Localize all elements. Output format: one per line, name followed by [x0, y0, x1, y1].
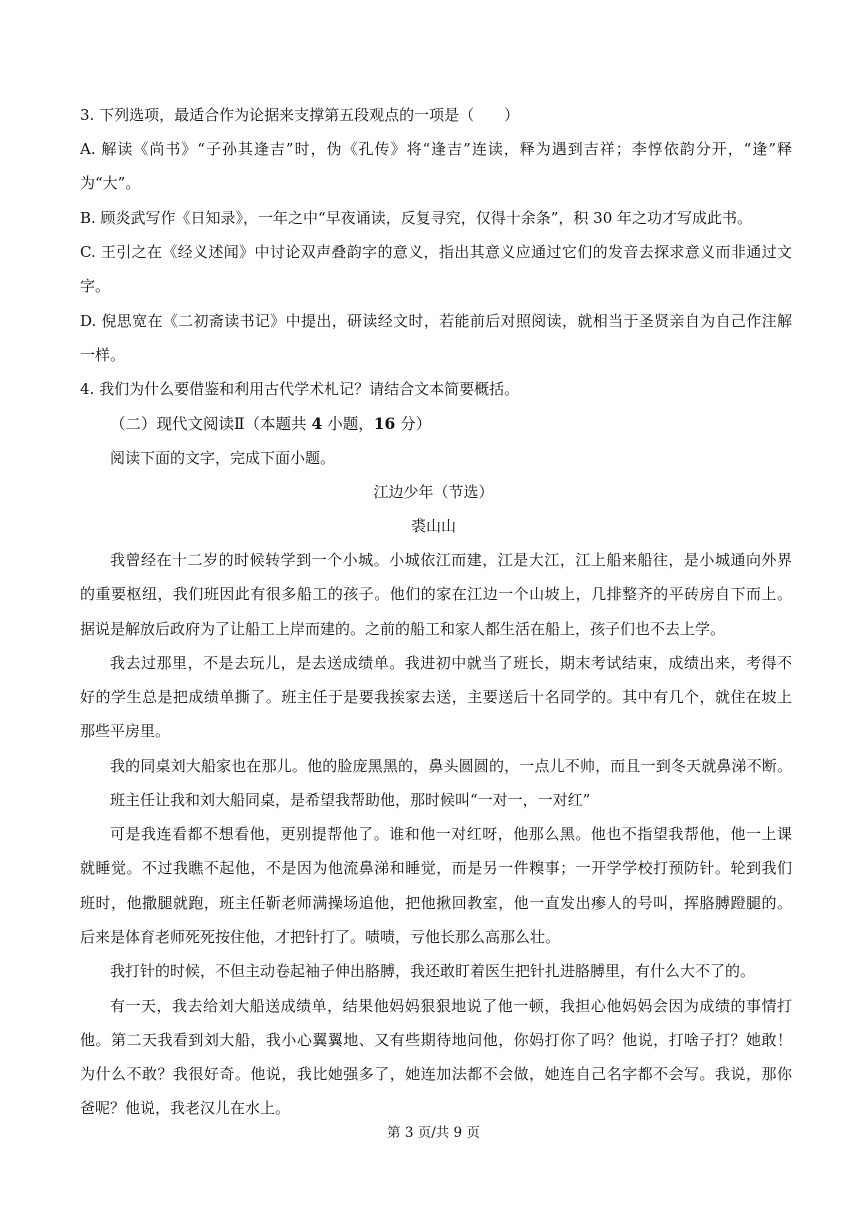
option-c-line-1: C. 王引之在《经义述闻》中讨论双声叠韵字的意义，指出其意义应通过它们的发音去探求意义而非通过文: [80, 243, 792, 261]
story-line: 可是我连看都不想看他，更别提帮他了。谁和他一对红呀，他那么黑。他也不指望我帮他，他一上课: [110, 825, 792, 843]
section-prefix: （二）现代文阅读Ⅱ（本题共: [110, 415, 312, 433]
story-line: 我的同桌刘大船家也在那儿。他的脸庞黑黑的，鼻头圆圆的，一点儿不帅，而且一到冬天就鼻涕不断。: [110, 757, 792, 775]
story-line: 我曾经在十二岁的时候转学到一个小城。小城依江而建，江是大江，江上船来船往，是小城通向外界: [110, 551, 792, 569]
story-line: 有一天，我去给刘大船送成绩单，结果他妈妈狠狠地说了他一顿，我担心他妈妈会因为成绩的事情打: [110, 997, 792, 1015]
section-score: 16: [373, 414, 396, 433]
story-line: 那些平房里。: [80, 722, 171, 740]
story-line: 后来是体育老师死死按住他，才把针打了。啧啧，亏他长那么高那么壮。: [80, 928, 561, 946]
story-line: 据说是解放后政府为了让船工上岸而建的。之前的船工和家人都生活在船上，孩子们也不去上学。: [80, 620, 726, 638]
story-line: 为什么不敢？我很好奇。他说，我比她强多了，她连加法都不会做，她连自己名字都不会写。我说，那你: [80, 1065, 792, 1083]
story-line: 班主任让我和刘大船同桌，是希望我帮助他，那时候叫“一对一，一对红”: [110, 791, 591, 809]
option-d-line-2: 一样。: [80, 346, 126, 364]
question-3-stem: 3. 下列选项，最适合作为论据来支撑第五段观点的一项是（ ）: [80, 106, 520, 124]
section-heading: [110, 413, 822, 435]
story-line: 好的学生总是把成绩单撕了。班主任于是要我挨家去送，主要送后十名同学的。其中有几个，就住在坡上: [80, 688, 792, 706]
question-4: 4. 我们为什么要借鉴和利用古代学术札记？请结合文本简要概括。: [80, 380, 520, 398]
option-a-line-1: A. 解读《尚书》“子孙其逢吉”时，伪《孔传》将“逢吉”连读，释为遇到吉祥；李惇依韵分开，“逢”释: [80, 140, 792, 158]
story-line: 班时，他撒腿就跑，班主任靳老师满操场追他，把他揪回教室，他一直发出瘆人的号叫，挥胳膊蹬腿的。: [80, 894, 792, 912]
option-b: B. 顾炎武写作《日知录》，一年之中“早夜诵读，反复寻究，仅得十余条”，积 30 年之功才写成此书。: [80, 209, 753, 227]
story-line: 就睡觉。不过我瞧不起他，不是因为他流鼻涕和睡觉，而是另一件糗事；一开学学校打预防针。轮到我们: [80, 859, 792, 877]
option-c-line-2: 字。: [80, 277, 111, 295]
story-line: 他。第二天我看到刘大船，我小心翼翼地、又有些期待地问他，你妈打你了吗？他说，打啥子打？她敢！: [80, 1031, 792, 1049]
story-line: 的重要枢纽，我们班因此有很多船工的孩子。他们的家在江边一个山坡上，几排整齐的平砖房自下而上。: [80, 585, 792, 603]
story-line: 爸呢？他说，我老汉儿在水上。: [80, 1099, 291, 1117]
page-number: 第 3 页/共 9 页: [387, 1125, 480, 1141]
option-a-line-2: 为“大”。: [80, 174, 141, 192]
section-mid: 小题，: [322, 415, 374, 433]
reading-instruction: 阅读下面的文字，完成下面小题。: [110, 449, 336, 467]
story-title: 江边少年（节选）: [373, 483, 494, 501]
story-line: 我去过那里，不是去玩儿，是去送成绩单。我进初中就当了班长，期末考试结束，成绩出来，考得不: [110, 654, 792, 672]
question-count: 4: [311, 414, 323, 433]
option-d-line-1: D. 倪思宽在《二初斋读书记》中提出，研读经文时，若能前后对照阅读，就相当于圣贤亲自为自己作注解: [80, 312, 792, 330]
section-suffix: 分）: [395, 415, 432, 433]
story-line: 我打针的时候，不但主动卷起袖子伸出胳膊，我还敢盯着医生把针扎进胳膊里，有什么大不了的。: [110, 962, 756, 980]
story-author: 裘山山: [410, 517, 456, 535]
